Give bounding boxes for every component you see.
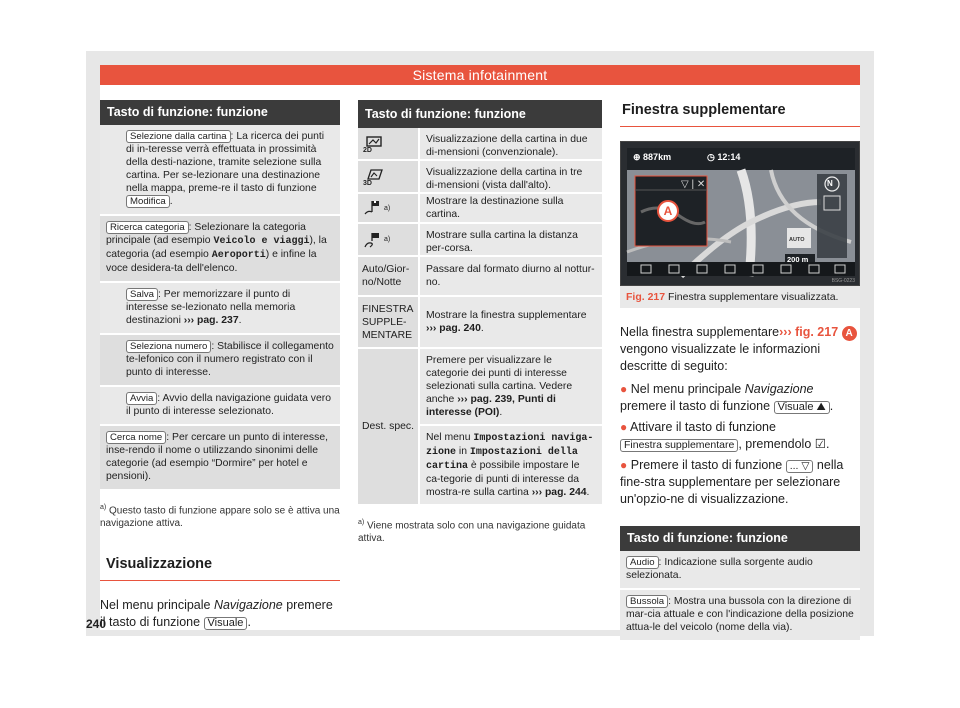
- figure-code: BSG-0223: [831, 278, 855, 284]
- table-row: Dest. spec. Premere per visualizzare le categorie dei punti di interesse selezionati sulla cartina. Vedere anche ››› pag. 239, Punti di interesse (POI). Nel menu Impostazioni naviga-zione in Impostazioni della cartina è possibile impostare le ca-tegorie di punti di interesse da mostra-re sulla cartina ››› pag. 244.: [358, 349, 602, 506]
- list-item: ● Nel menu principale Navigazione premere il tasto di funzione Visuale ⛰ .: [620, 382, 834, 413]
- svg-text:▽ | ✕: ▽ | ✕: [681, 179, 706, 190]
- scale-readout: 200 m: [787, 255, 809, 264]
- map-3d-icon: ⛰: [816, 401, 826, 413]
- table-row: Ricerca categoria : Selezionare la categoria principale (ad esempio Veicolo e viaggi), la categoria (ad esempio Aeroporti) e infine la voce desidera-ta dell'elenco.: [100, 216, 340, 283]
- marker-a: A: [657, 200, 679, 222]
- paragraph: Nella finestra supplementare››› fig. 217 A vengono visualizzate le informazioni descritte di seguito:: [620, 324, 860, 375]
- function-key: Finestra supplementare: [620, 439, 738, 452]
- table-row: Cerca nome : Per cercare un punto di interesse, inse-rendo il nome o utilizzando sinonimi delle categorie (ad esempio “Dormire” per hotel e pensioni).: [100, 426, 340, 491]
- footnote: $^{a)}$ Questo tasto di funzione appare solo se è attiva una navigazione attiva.: [100, 504, 340, 530]
- figure-caption: Fig. 217 Finestra supplementare visualizzata.: [620, 286, 860, 308]
- table-row: Selezione dalla cartina : La ricerca dei punti di in-teresse verrà effettuata in prossimità della desti-nazione, tramite selezione sulla cartina. Per se-lezionare una destinazione nella mappa, preme-re il tasto di funzione Modifica .: [100, 125, 340, 216]
- svg-text:3D: 3D: [363, 179, 372, 186]
- table-row: Auto/Gior-no/Notte Passare dal formato diurno al nottur-no.: [358, 257, 602, 297]
- footnote: $^{a)}$ Viene mostrata solo con una navigazione guidata attiva.: [358, 519, 586, 545]
- function-key: Visuale ⛰: [774, 401, 830, 414]
- marker-a-ref: A: [842, 326, 857, 341]
- north-icon: N: [827, 179, 833, 188]
- function-key: Audio: [626, 556, 659, 569]
- column-middle: [358, 100, 602, 545]
- distance-readout: 887km: [643, 152, 672, 162]
- function-key: Bussola: [626, 595, 668, 608]
- clock-icon: ◷: [707, 152, 715, 162]
- list-item: ● Premere il tasto di funzione ... ▽ nella fine-stra supplementare per selezionare un'opzio-ne di visualizzazione.: [620, 458, 844, 506]
- function-key: Cerca nome: [106, 431, 166, 444]
- function-key: Visuale: [204, 617, 248, 630]
- flag-destination-icon: [362, 199, 384, 217]
- flag-route-icon: [362, 231, 384, 249]
- table-header: Tasto di funzione: funzione: [620, 526, 860, 551]
- table-row: 2D Visualizzazione della cartina in due di-mensioni (convenzionale).: [358, 128, 602, 161]
- table-row: Bussola : Mostra una bussola con la direzione di mar-cia attuale e con l'indicazione della posizione attua-le del veicolo (nome della via).: [620, 590, 860, 642]
- map-2d-icon: [362, 135, 384, 153]
- function-key: Salva: [126, 288, 158, 301]
- svg-text:2D: 2D: [363, 146, 372, 153]
- function-key: Avvia: [126, 392, 157, 405]
- list-item: ● Attivare il tasto di funzione Finestra supplementare , premendolo ☑.: [620, 420, 830, 451]
- paragraph: Nel menu principale Navigazione premere il tasto di funzione Visuale .: [100, 598, 333, 630]
- function-key: Modifica: [126, 195, 170, 208]
- chapter-banner: Sistema infotainment: [100, 65, 860, 85]
- page-number: 240: [86, 617, 107, 631]
- navigation-screen-figure: ▽ | ✕ ⊕ 887km ◷ 12:14 A N 200 m AUTO BSG-0223: [620, 141, 860, 286]
- map-3d-icon: [362, 168, 384, 186]
- function-key: Seleziona numero: [126, 340, 211, 353]
- table-row: Salva : Per memorizzare il punto di interesse se-lezionato nella memoria destinazioni ››› pag. 237.: [100, 283, 340, 335]
- table-row: Avvia : Avvio della navigazione guidata vero il punto di interesse selezionato.: [100, 387, 340, 426]
- table-row: a) Mostrare la destinazione sulla cartina.: [358, 194, 602, 224]
- column-right: [620, 100, 860, 642]
- checkbox-checked-icon: ☑: [814, 437, 826, 451]
- function-key: Ricerca categoria: [106, 221, 189, 234]
- auto-label: AUTO: [789, 237, 805, 243]
- section-title: Visualizzazione: [100, 556, 340, 581]
- table-header: Tasto di funzione: funzione: [100, 100, 340, 125]
- table-header: Tasto di funzione: funzione: [358, 100, 602, 128]
- section-title: Finestra supplementare: [620, 100, 860, 127]
- column-left: [100, 100, 340, 631]
- table-row: 3D Visualizzazione della cartina in tre di-mensioni (vista dall'alto).: [358, 161, 602, 194]
- table-row: Seleziona numero : Stabilisce il collegamento te-lefonico con il numero registrato con il punto di interesse.: [100, 335, 340, 387]
- table-row: a) Mostrare sulla cartina la distanza per-corsa.: [358, 224, 602, 257]
- table-row: FINESTRA SUPPLE-MENTARE Mostrare la finestra supplementare ››› pag. 240.: [358, 297, 602, 349]
- function-key: Selezione dalla cartina: [126, 130, 231, 143]
- time-readout: 12:14: [717, 152, 741, 162]
- table-row: Audio : Indicazione sulla sorgente audio selezionata.: [620, 551, 860, 590]
- function-key: ... ▽: [786, 460, 814, 473]
